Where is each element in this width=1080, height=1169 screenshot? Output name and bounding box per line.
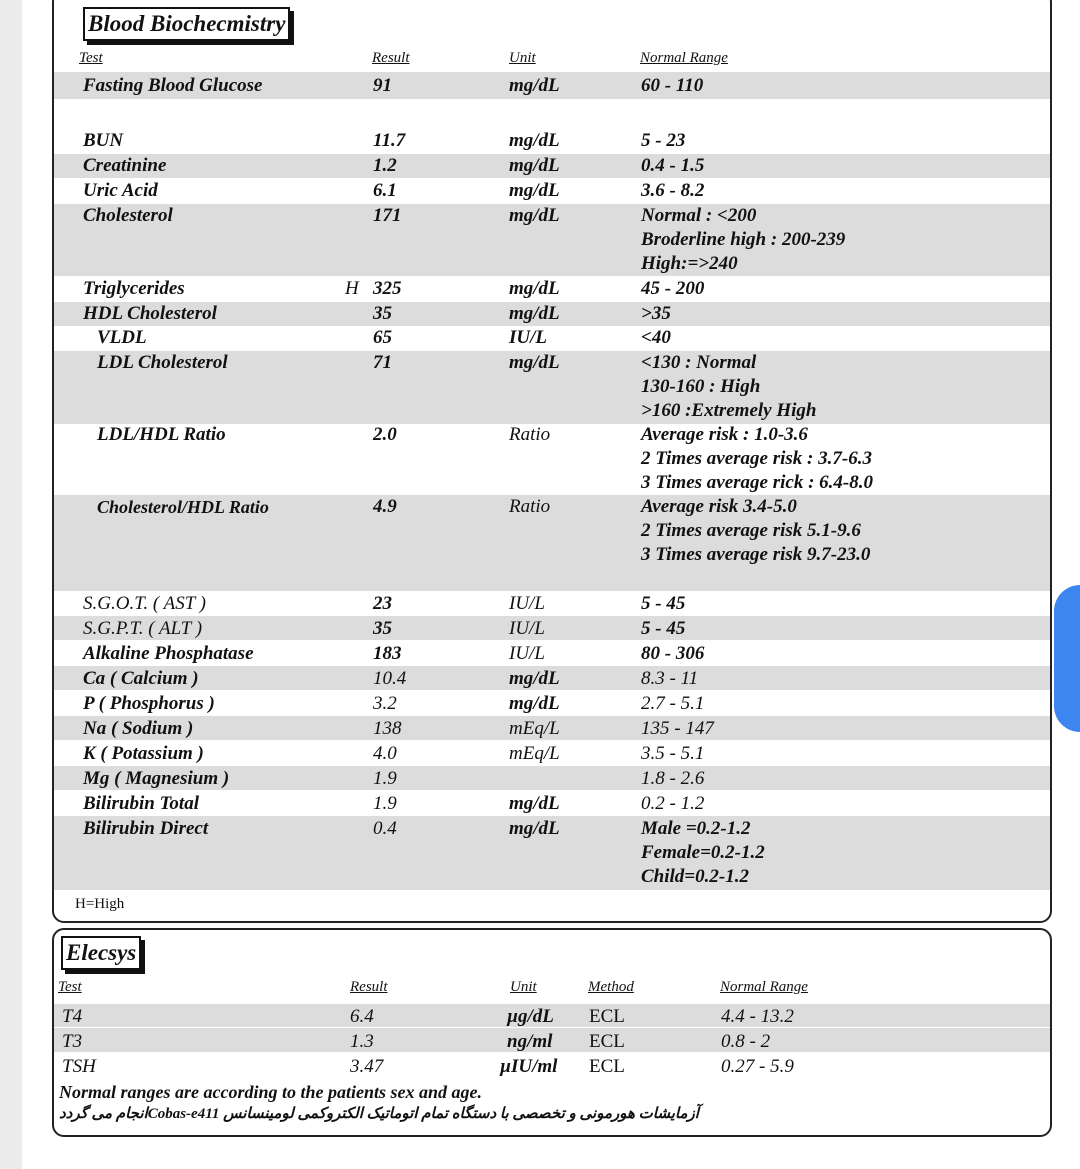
normal-range: 45 - 200 xyxy=(641,278,705,299)
test-name: Bilirubin Total xyxy=(83,793,199,814)
unit: mg/dL xyxy=(509,205,560,226)
unit: mg/dL xyxy=(509,75,560,96)
unit: mg/dL xyxy=(509,793,560,814)
normal-range: Female=0.2-1.2 xyxy=(641,842,765,863)
result-value: 1.2 xyxy=(373,155,397,176)
unit: mEq/L xyxy=(509,743,560,764)
test-name: TSH xyxy=(62,1056,96,1077)
test-name: Fasting Blood Glucose xyxy=(83,75,263,96)
unit: µIU/ml xyxy=(500,1056,558,1077)
normal-range: <130 : Normal xyxy=(641,352,757,373)
result-value: 183 xyxy=(373,643,402,664)
high-flag: H xyxy=(345,278,359,299)
result-value: 171 xyxy=(373,205,402,226)
test-name: Bilirubin Direct xyxy=(83,818,209,839)
unit: mg/dL xyxy=(509,278,560,299)
result-value: 325 xyxy=(373,278,402,299)
result-value: 2.0 xyxy=(373,424,397,445)
unit: IU/L xyxy=(509,327,547,348)
header-unit: Unit xyxy=(509,50,536,66)
normal-range: 2.7 - 5.1 xyxy=(641,693,705,714)
normal-range: >160 :Extremely High xyxy=(641,400,817,421)
report-sheet xyxy=(22,0,1080,1169)
normal-range: 0.2 - 1.2 xyxy=(641,793,705,814)
normal-range: Child=0.2-1.2 xyxy=(641,866,749,887)
normal-range: 130-160 : High xyxy=(641,376,761,397)
header-unit: Unit xyxy=(510,979,537,995)
unit: µg/dL xyxy=(507,1006,554,1027)
test-name: T3 xyxy=(62,1031,83,1052)
table-row xyxy=(54,1054,1050,1079)
row-shade xyxy=(54,616,1050,640)
result-value: 11.7 xyxy=(373,130,406,151)
test-name: Mg ( Magnesium ) xyxy=(83,768,230,789)
test-name: Ca ( Calcium ) xyxy=(83,668,199,689)
test-name: K ( Potassium ) xyxy=(83,743,204,764)
unit: mg/dL xyxy=(509,130,560,151)
result-value: 4.9 xyxy=(373,496,397,517)
test-name: Creatinine xyxy=(83,155,167,176)
test-name: HDL Cholesterol xyxy=(83,303,217,324)
scroll-handle[interactable] xyxy=(1054,585,1080,732)
unit: mg/dL xyxy=(509,668,560,689)
table-row xyxy=(54,1029,1050,1054)
method: ECL xyxy=(589,1056,625,1077)
header-normal-range: Normal Range xyxy=(640,50,728,66)
test-name: Alkaline Phosphatase xyxy=(83,643,254,664)
normal-range: 135 - 147 xyxy=(641,718,714,739)
header-test: Test xyxy=(58,979,82,995)
result-value: 4.0 xyxy=(373,743,397,764)
result-value: 3.2 xyxy=(373,693,397,714)
header-result: Result xyxy=(372,50,410,66)
unit: mg/dL xyxy=(509,693,560,714)
header-method: Method xyxy=(588,979,634,995)
result-value: 138 xyxy=(373,718,402,739)
test-name: VLDL xyxy=(97,327,147,348)
normal-range: 5 - 45 xyxy=(641,593,686,614)
unit: mg/dL xyxy=(509,818,560,839)
biochemistry-panel xyxy=(52,0,1052,923)
method: ECL xyxy=(589,1006,625,1027)
normal-range: 0.27 - 5.9 xyxy=(721,1056,794,1077)
normal-range: 1.8 - 2.6 xyxy=(641,768,705,789)
elecsys-title: Elecsys xyxy=(61,936,141,970)
result-value: 65 xyxy=(373,327,392,348)
normal-range: 80 - 306 xyxy=(641,643,705,664)
unit: mg/dL xyxy=(509,303,560,324)
unit: mg/dL xyxy=(509,155,560,176)
unit: IU/L xyxy=(509,643,545,664)
elecsys-panel xyxy=(52,928,1052,1137)
test-name: Cholesterol/HDL Ratio xyxy=(97,497,269,517)
normal-range: >35 xyxy=(641,303,671,324)
result-value: 71 xyxy=(373,352,392,373)
method: ECL xyxy=(589,1031,625,1052)
table-row xyxy=(54,1004,1050,1029)
normal-range: 60 - 110 xyxy=(641,75,704,96)
normal-range: 8.3 - 11 xyxy=(641,668,699,689)
result-value: 1.9 xyxy=(373,793,397,814)
unit: IU/L xyxy=(509,593,545,614)
normal-range: 3 Times average risk 9.7-23.0 xyxy=(641,544,871,565)
normal-range: Normal : <200 xyxy=(641,205,757,226)
unit: mEq/L xyxy=(509,718,560,739)
header-result: Result xyxy=(350,979,388,995)
result-value: 23 xyxy=(373,593,392,614)
test-name: Triglycerides xyxy=(83,278,185,299)
biochemistry-title: Blood Biochecmistry xyxy=(83,7,290,41)
normal-ranges-note: Normal ranges are according to the patients sex and age. xyxy=(59,1082,483,1102)
normal-range: 2 Times average risk 5.1-9.6 xyxy=(641,520,861,541)
test-name: Uric Acid xyxy=(83,180,158,201)
normal-range: 3.6 - 8.2 xyxy=(641,180,705,201)
normal-range: 2 Times average risk : 3.7-6.3 xyxy=(641,448,872,469)
result-value: 1.9 xyxy=(373,768,397,789)
normal-range: High:=>240 xyxy=(641,253,738,274)
unit: ng/ml xyxy=(507,1031,553,1052)
normal-range: 5 - 45 xyxy=(641,618,686,639)
result-value: 35 xyxy=(373,618,392,639)
normal-range: 3.5 - 5.1 xyxy=(641,743,705,764)
result-value: 0.4 xyxy=(373,818,397,839)
result-value: 6.1 xyxy=(373,180,397,201)
test-name: LDL Cholesterol xyxy=(97,352,228,373)
unit: IU/L xyxy=(509,618,545,639)
test-name: S.G.O.T. ( AST ) xyxy=(83,593,206,614)
normal-range: 3 Times average rick : 6.4-8.0 xyxy=(641,472,873,493)
result-value: 3.47 xyxy=(350,1056,384,1077)
persian-method-note: آزمایشات هورمونی و تخصصی با دستگاه تمام اتوماتیک الکتروکمی لومینسانس Cobas-e411انجام می گردد xyxy=(59,1106,699,1122)
test-name: T4 xyxy=(62,1006,83,1027)
unit: mg/dL xyxy=(509,352,560,373)
flag-legend: H=High xyxy=(75,896,125,912)
test-name: P ( Phosphorus ) xyxy=(83,693,215,714)
test-name: Na ( Sodium ) xyxy=(83,718,194,739)
result-value: 1.3 xyxy=(350,1031,374,1052)
unit: mg/dL xyxy=(509,180,560,201)
unit: Ratio xyxy=(509,496,551,517)
test-name: S.G.P.T. ( ALT ) xyxy=(83,618,203,639)
test-name: BUN xyxy=(83,130,124,151)
result-value: 10.4 xyxy=(373,668,407,689)
test-name: LDL/HDL Ratio xyxy=(97,424,226,445)
result-value: 6.4 xyxy=(350,1006,374,1027)
header-normal-range: Normal Range xyxy=(720,979,808,995)
normal-range: Broderline high : 200-239 xyxy=(641,229,846,250)
result-value: 91 xyxy=(373,75,392,96)
normal-range: 4.4 - 13.2 xyxy=(721,1006,794,1027)
normal-range: Average risk : 1.0-3.6 xyxy=(641,424,808,445)
normal-range: Male =0.2-1.2 xyxy=(641,818,751,839)
normal-range: Average risk 3.4-5.0 xyxy=(641,496,797,517)
unit: Ratio xyxy=(509,424,551,445)
header-test: Test xyxy=(79,50,103,66)
normal-range: 0.8 - 2 xyxy=(721,1031,771,1052)
test-name: Cholesterol xyxy=(83,205,173,226)
normal-range: 5 - 23 xyxy=(641,130,686,151)
normal-range: 0.4 - 1.5 xyxy=(641,155,705,176)
normal-range: <40 xyxy=(641,327,671,348)
result-value: 35 xyxy=(373,303,392,324)
